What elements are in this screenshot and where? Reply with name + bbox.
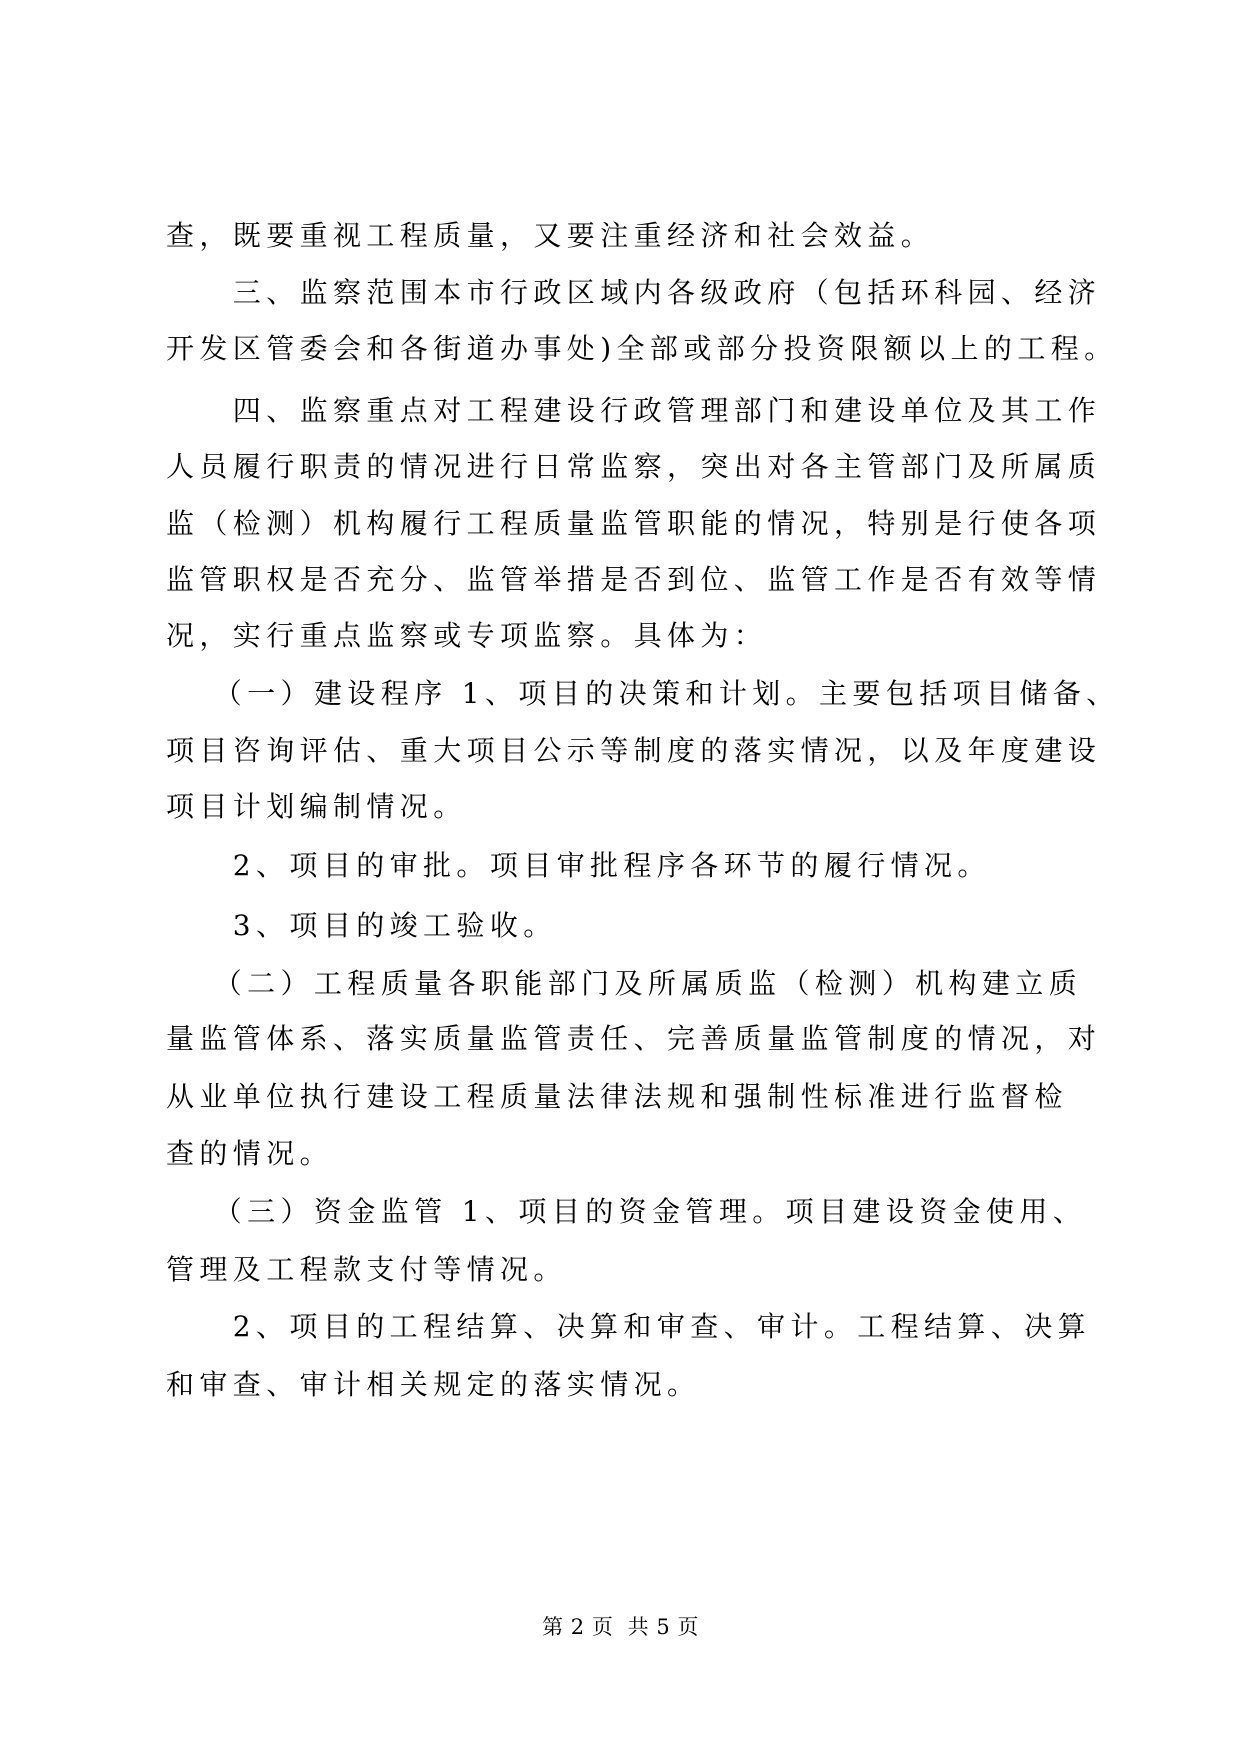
text-line: 管理及工程款支付等情况。: [166, 1253, 567, 1286]
text-line: 从业单位执行建设工程质量法律法规和强制性标准进行监督检: [166, 1080, 1068, 1113]
text-line: 项目咨询评估、重大项目公示等制度的落实情况，以及年度建设: [166, 734, 1102, 767]
page-footer: 第 2 页 共 5 页: [542, 1615, 699, 1639]
text-line: 四、监察重点对工程建设行政管理部门和建设单位及其工作: [166, 394, 1102, 427]
text-line: 量监管体系、落实质量监管责任、完善质量监管制度的情况，对: [166, 1022, 1102, 1055]
text-line: 3、项目的竣工验收。: [166, 909, 557, 942]
text-line: 2、项目的审批。项目审批程序各环节的履行情况。: [166, 849, 991, 882]
text-line: 开发区管委会和各街道办事处)全部或部分投资限额以上的工程。: [166, 332, 1118, 365]
text-line: 和审查、审计相关规定的落实情况。: [166, 1368, 701, 1401]
text-line: 2、项目的工程结算、决算和审查、审计。工程结算、决算: [166, 1310, 1092, 1343]
text-line: （一）建设程序 1、项目的决策和计划。主要包括项目储备、: [166, 677, 1120, 710]
text-line: 监管职权是否充分、监管举措是否到位、监管工作是否有效等情: [166, 563, 1102, 596]
text-line: 人员履行职责的情况进行日常监察，突出对各主管部门及所属质: [166, 450, 1102, 483]
text-line: （三）资金监管 1、项目的资金管理。项目建设资金使用、: [166, 1195, 1087, 1228]
text-line: 查的情况。: [166, 1137, 334, 1170]
text-line: （二）工程质量各职能部门及所属质监（检测）机构建立质: [166, 967, 1083, 1000]
text-line: 查，既要重视工程质量，又要注重经济和社会效益。: [166, 219, 935, 252]
text-line: 监（检测）机构履行工程质量监管职能的情况，特别是行使各项: [166, 507, 1102, 540]
text-line: 三、监察范围本市行政区域内各级政府（包括环科园、经济: [166, 276, 1102, 309]
text-line: 况，实行重点监察或专项监察。具体为：: [166, 619, 768, 652]
text-line: 项目计划编制情况。: [166, 790, 467, 823]
